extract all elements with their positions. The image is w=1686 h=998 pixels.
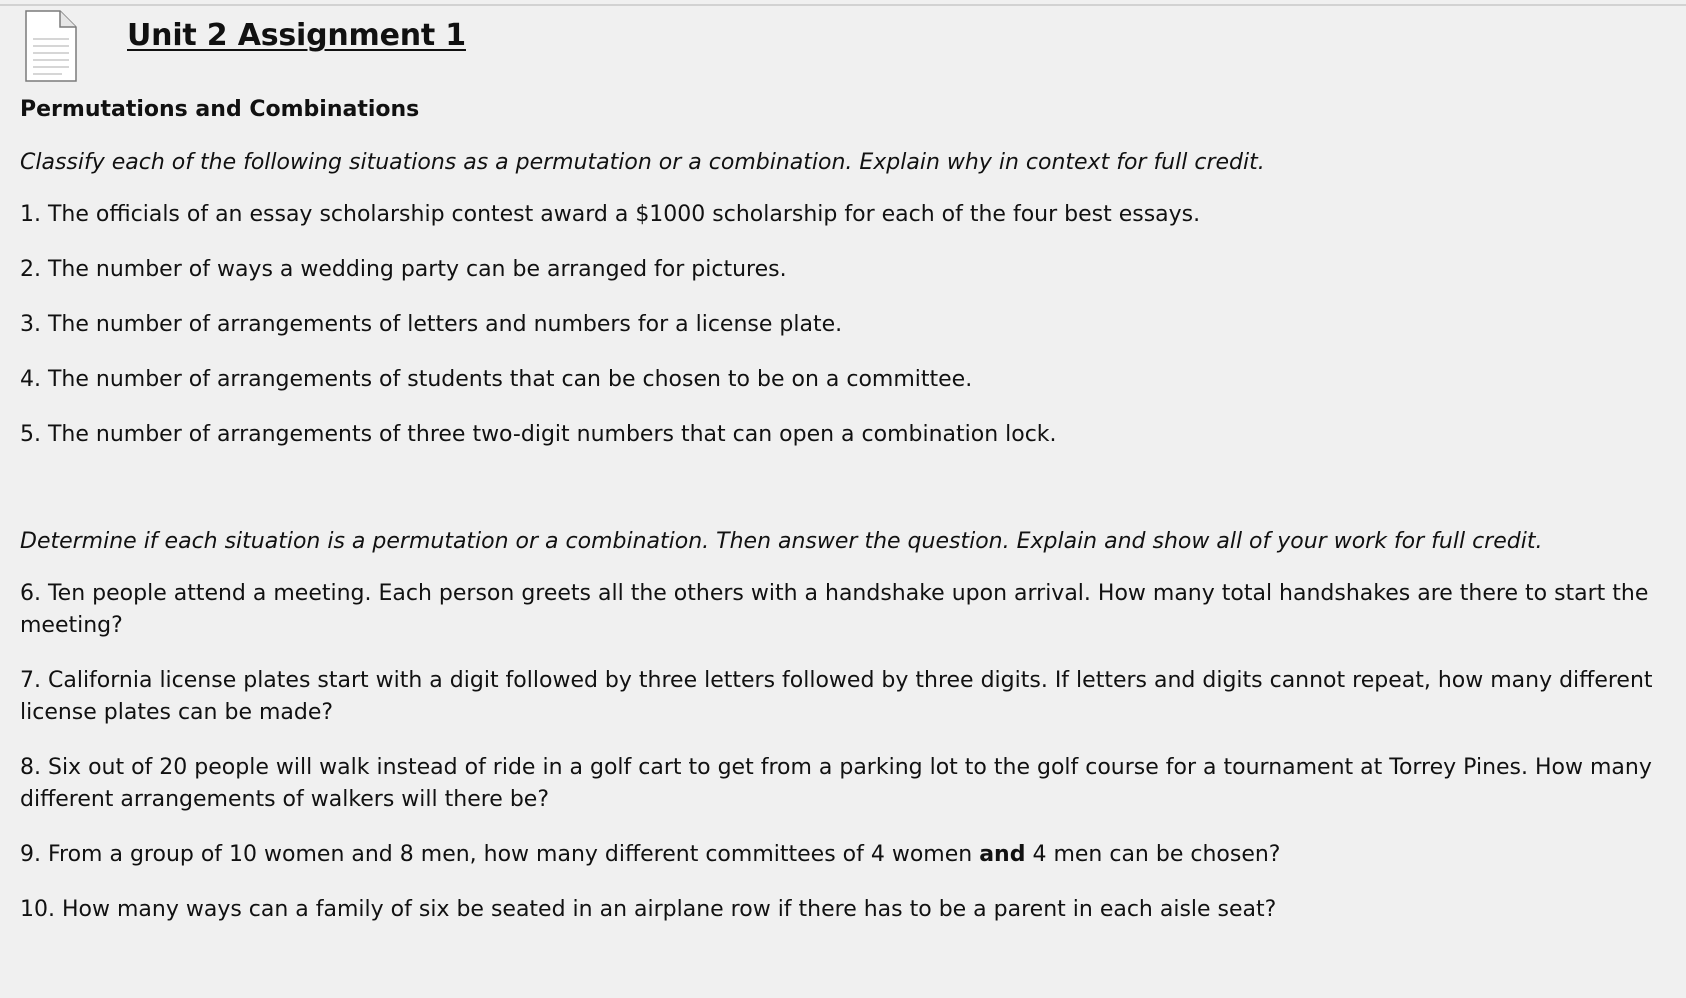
assignment-title[interactable]: Unit 2 Assignment 1 bbox=[127, 18, 466, 53]
question-9 bbox=[20, 839, 1660, 871]
section1-instruction: Classify each of the following situations as a permutation or a combination. Explain why in context for full credit. bbox=[20, 150, 1265, 175]
section2-instruction: Determine if each situation is a permutation or a combination. Then answer the question. Explain and show all of your work for full credit. bbox=[20, 529, 1543, 554]
assignment-content bbox=[20, 97, 1660, 949]
question-2: 2. The number of ways a wedding party can be arranged for pictures. bbox=[20, 257, 787, 282]
document-icon bbox=[24, 9, 78, 83]
question-6: 6. Ten people attend a meeting. Each person greets all the others with a handshake upon arrival. How many total handshakes are there to start the meeting? bbox=[20, 581, 1649, 638]
question-9-text-end: 4 men can be chosen? bbox=[1025, 842, 1281, 867]
question-1: 1. The officials of an essay scholarship contest award a $1000 scholarship for each of the four best essays. bbox=[20, 202, 1201, 227]
section-subtitle: Permutations and Combinations bbox=[20, 97, 420, 122]
question-4: 4. The number of arrangements of students that can be chosen to be on a committee. bbox=[20, 367, 973, 392]
question-7: 7. California license plates start with a digit followed by three letters followed by three digits. If letters and digits cannot repeat, how many different license plates can be made? bbox=[20, 668, 1653, 725]
question-9-bold-and: and bbox=[979, 842, 1026, 867]
question-3: 3. The number of arrangements of letters and numbers for a license plate. bbox=[20, 312, 843, 337]
section-spacer bbox=[20, 474, 1660, 529]
question-9-text-start: 9. From a group of 10 women and 8 men, how many different committees of 4 women bbox=[20, 842, 980, 867]
question-8: 8. Six out of 20 people will walk instead of ride in a golf cart to get from a parking lot to the golf course for a tournament at Torrey Pines. How many different arrangements of walkers will there be? bbox=[20, 755, 1652, 812]
question-5: 5. The number of arrangements of three two-digit numbers that can open a combination lock. bbox=[20, 422, 1057, 447]
question-10: 10. How many ways can a family of six be seated in an airplane row if there has to be a parent in each aisle seat? bbox=[20, 897, 1277, 922]
top-divider bbox=[0, 4, 1686, 6]
